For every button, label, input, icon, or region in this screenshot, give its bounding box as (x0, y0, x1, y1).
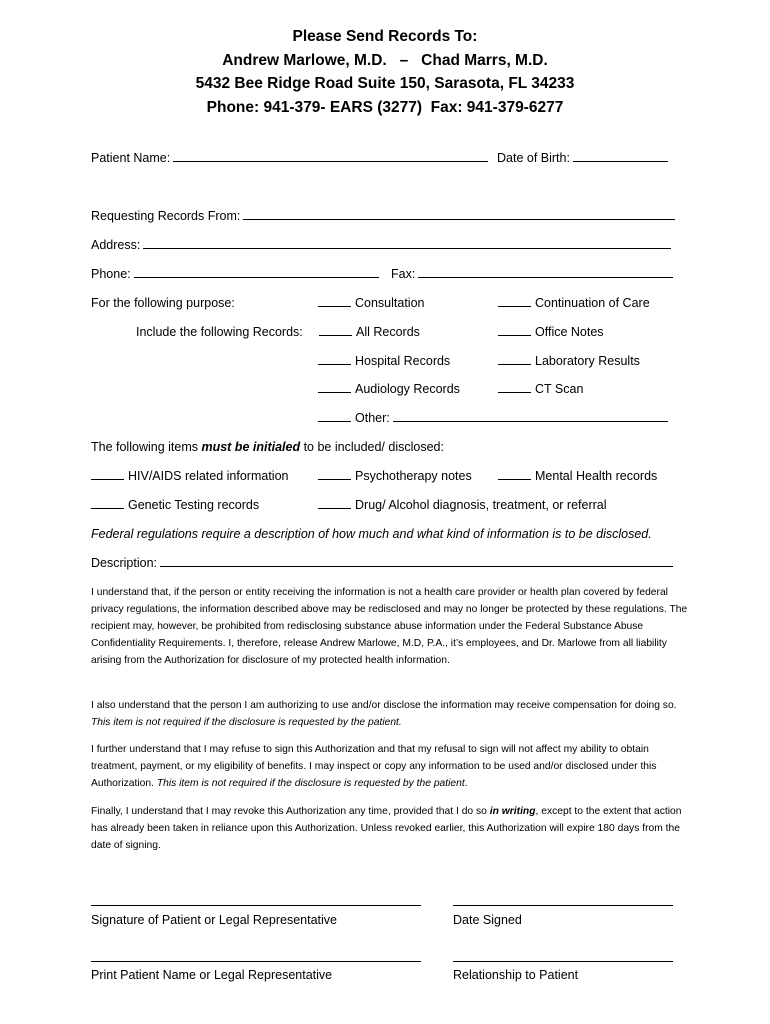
initialed-intro-tail: to be included/ disclosed: (300, 440, 444, 454)
revoke-tail: , except to the extent that action has already been taken in reliance upon this Authorization. Unless revoked earlier, this Authorization will expire 180 days from the date of signing. (91, 806, 682, 851)
address-field[interactable] (143, 237, 671, 249)
date-signed-label: Date Signed (453, 913, 522, 927)
mental-health-blank[interactable] (498, 468, 531, 480)
paragraph-liability: I understand that, if the person or entity receiving the information is not a health care provider or health plan covered by federal privacy regulations, the information described above may be redisclosed and may no longer be protected by these regulations. The recipient may, however, be prohibited from redisclosing substance abuse information under the Federal Substance Abuse Confidentiality Requirements. I, therefore, release Andrew Marlowe, M.D, P.A., it’s employees, and Dr. Marlowe from all liability arising from the Authorization for disclosure of my protected health information. (91, 587, 688, 666)
dob-row (497, 150, 671, 166)
paragraph-refusal (91, 741, 689, 792)
audiology-blank[interactable] (318, 381, 351, 393)
psychotherapy-label: Psychotherapy notes (355, 469, 472, 483)
fax-label: Fax: (391, 267, 416, 281)
all-records-label: All Records (356, 325, 420, 339)
compensation-note: This item is not required if the disclosure is requested by the patient. (91, 717, 402, 728)
lab-results-label: Laboratory Results (535, 354, 640, 368)
hospital-records-label: Hospital Records (355, 354, 451, 368)
phone-field[interactable] (134, 266, 379, 278)
header-address: 5432 Bee Ridge Road Suite 150, Sarasota, FL 34233 (195, 75, 575, 92)
ct-scan-label: CT Scan (535, 382, 584, 396)
description-row (91, 555, 676, 571)
revoke-text: Finally, I understand that I may revoke this Authorization any time, provided that I do so (91, 806, 490, 817)
dob-label: Date of Birth: (497, 151, 570, 165)
patient-name-label: Patient Name: (91, 151, 171, 165)
paragraph-compensation (91, 697, 689, 731)
consultation-option (318, 295, 425, 311)
requesting-from-row (91, 208, 678, 224)
signature-field[interactable] (91, 905, 421, 906)
relationship-field[interactable] (453, 961, 673, 962)
hiv-blank[interactable] (91, 468, 124, 480)
hiv-label: HIV/AIDS related information (128, 469, 289, 483)
include-records-label: Include the following Records: (136, 325, 303, 339)
refusal-text: I further understand that I may refuse to sign this Authorization and that my refusal to sign will not affect my ability to obtain treatment, payment, or my eligibility of benefits. I may inspect or copy any information to be used and/or disclosed under this Authorization. (91, 744, 657, 789)
requesting-from-field[interactable] (243, 208, 675, 220)
initialed-intro-text: The following items (91, 440, 202, 454)
all-records-blank[interactable] (319, 324, 352, 336)
audiology-label: Audiology Records (355, 382, 460, 396)
ct-scan-option (498, 381, 583, 397)
drug-option (318, 497, 607, 513)
patient-name-field[interactable] (173, 150, 488, 162)
hiv-option (91, 468, 289, 484)
lab-results-option (498, 353, 640, 369)
description-label: Description: (91, 556, 157, 570)
address-label: Address: (91, 238, 141, 252)
all-records-option (319, 324, 420, 340)
other-field[interactable] (393, 410, 668, 422)
continuation-option (498, 295, 650, 311)
header-doctors: Andrew Marlowe, M.D. – Chad Marrs, M.D. (222, 51, 548, 69)
phone-row (91, 266, 382, 282)
other-label: Other: (355, 411, 390, 425)
description-field[interactable] (160, 555, 673, 567)
genetic-option (91, 497, 259, 513)
requesting-from-label: Requesting Records From: (91, 209, 241, 223)
mental-health-option (498, 468, 657, 484)
drug-label: Drug/ Alcohol diagnosis, treatment, or referral (355, 498, 607, 512)
refusal-end: . (464, 778, 468, 789)
refusal-note: This item is not required if the disclosure is requested by the patient (156, 778, 465, 789)
header-phone-fax: Phone: 941-379- EARS (3277) Fax: 941-379-6277 (206, 98, 564, 116)
other-blank[interactable] (318, 410, 351, 422)
genetic-blank[interactable] (91, 497, 124, 509)
consultation-blank[interactable] (318, 295, 351, 307)
genetic-label: Genetic Testing records (128, 498, 260, 512)
date-signed-field[interactable] (453, 905, 673, 906)
header (0, 25, 770, 119)
consultation-label: Consultation (355, 296, 425, 310)
lab-results-blank[interactable] (498, 353, 531, 365)
other-option (318, 410, 671, 426)
hospital-records-option (318, 353, 450, 369)
office-notes-option (498, 324, 604, 340)
office-notes-label: Office Notes (535, 325, 604, 339)
phone-label: Phone: (91, 267, 131, 281)
continuation-label: Continuation of Care (535, 296, 650, 310)
audiology-option (318, 381, 460, 397)
print-name-field[interactable] (91, 961, 421, 962)
relationship-label: Relationship to Patient (453, 968, 579, 982)
continuation-blank[interactable] (498, 295, 531, 307)
federal-note: Federal regulations require a description of how much and what kind of information is to be disclosed. (91, 527, 652, 541)
dob-field[interactable] (573, 150, 668, 162)
header-title: Please Send Records To: (292, 28, 478, 45)
hospital-records-blank[interactable] (318, 353, 351, 365)
revoke-emphasis: in writing (489, 806, 536, 817)
paragraph-revoke (91, 803, 689, 854)
purpose-label: For the following purpose: (91, 296, 235, 310)
signature-label: Signature of Patient or Legal Representative (91, 913, 337, 927)
address-row (91, 237, 674, 253)
mental-health-label: Mental Health records (535, 469, 658, 483)
fax-field[interactable] (418, 266, 673, 278)
fax-row (391, 266, 676, 282)
office-notes-blank[interactable] (498, 324, 531, 336)
initialed-intro (91, 439, 444, 455)
compensation-text: I also understand that the person I am authorizing to use and/or disclose the information may receive compensation for doing so. (91, 700, 677, 711)
patient-name-row (91, 150, 491, 166)
print-name-label: Print Patient Name or Legal Representative (91, 968, 333, 982)
initialed-intro-emphasis: must be initialed (201, 440, 301, 454)
ct-scan-blank[interactable] (498, 381, 531, 393)
psychotherapy-option (318, 468, 472, 484)
psychotherapy-blank[interactable] (318, 468, 351, 480)
drug-blank[interactable] (318, 497, 351, 509)
